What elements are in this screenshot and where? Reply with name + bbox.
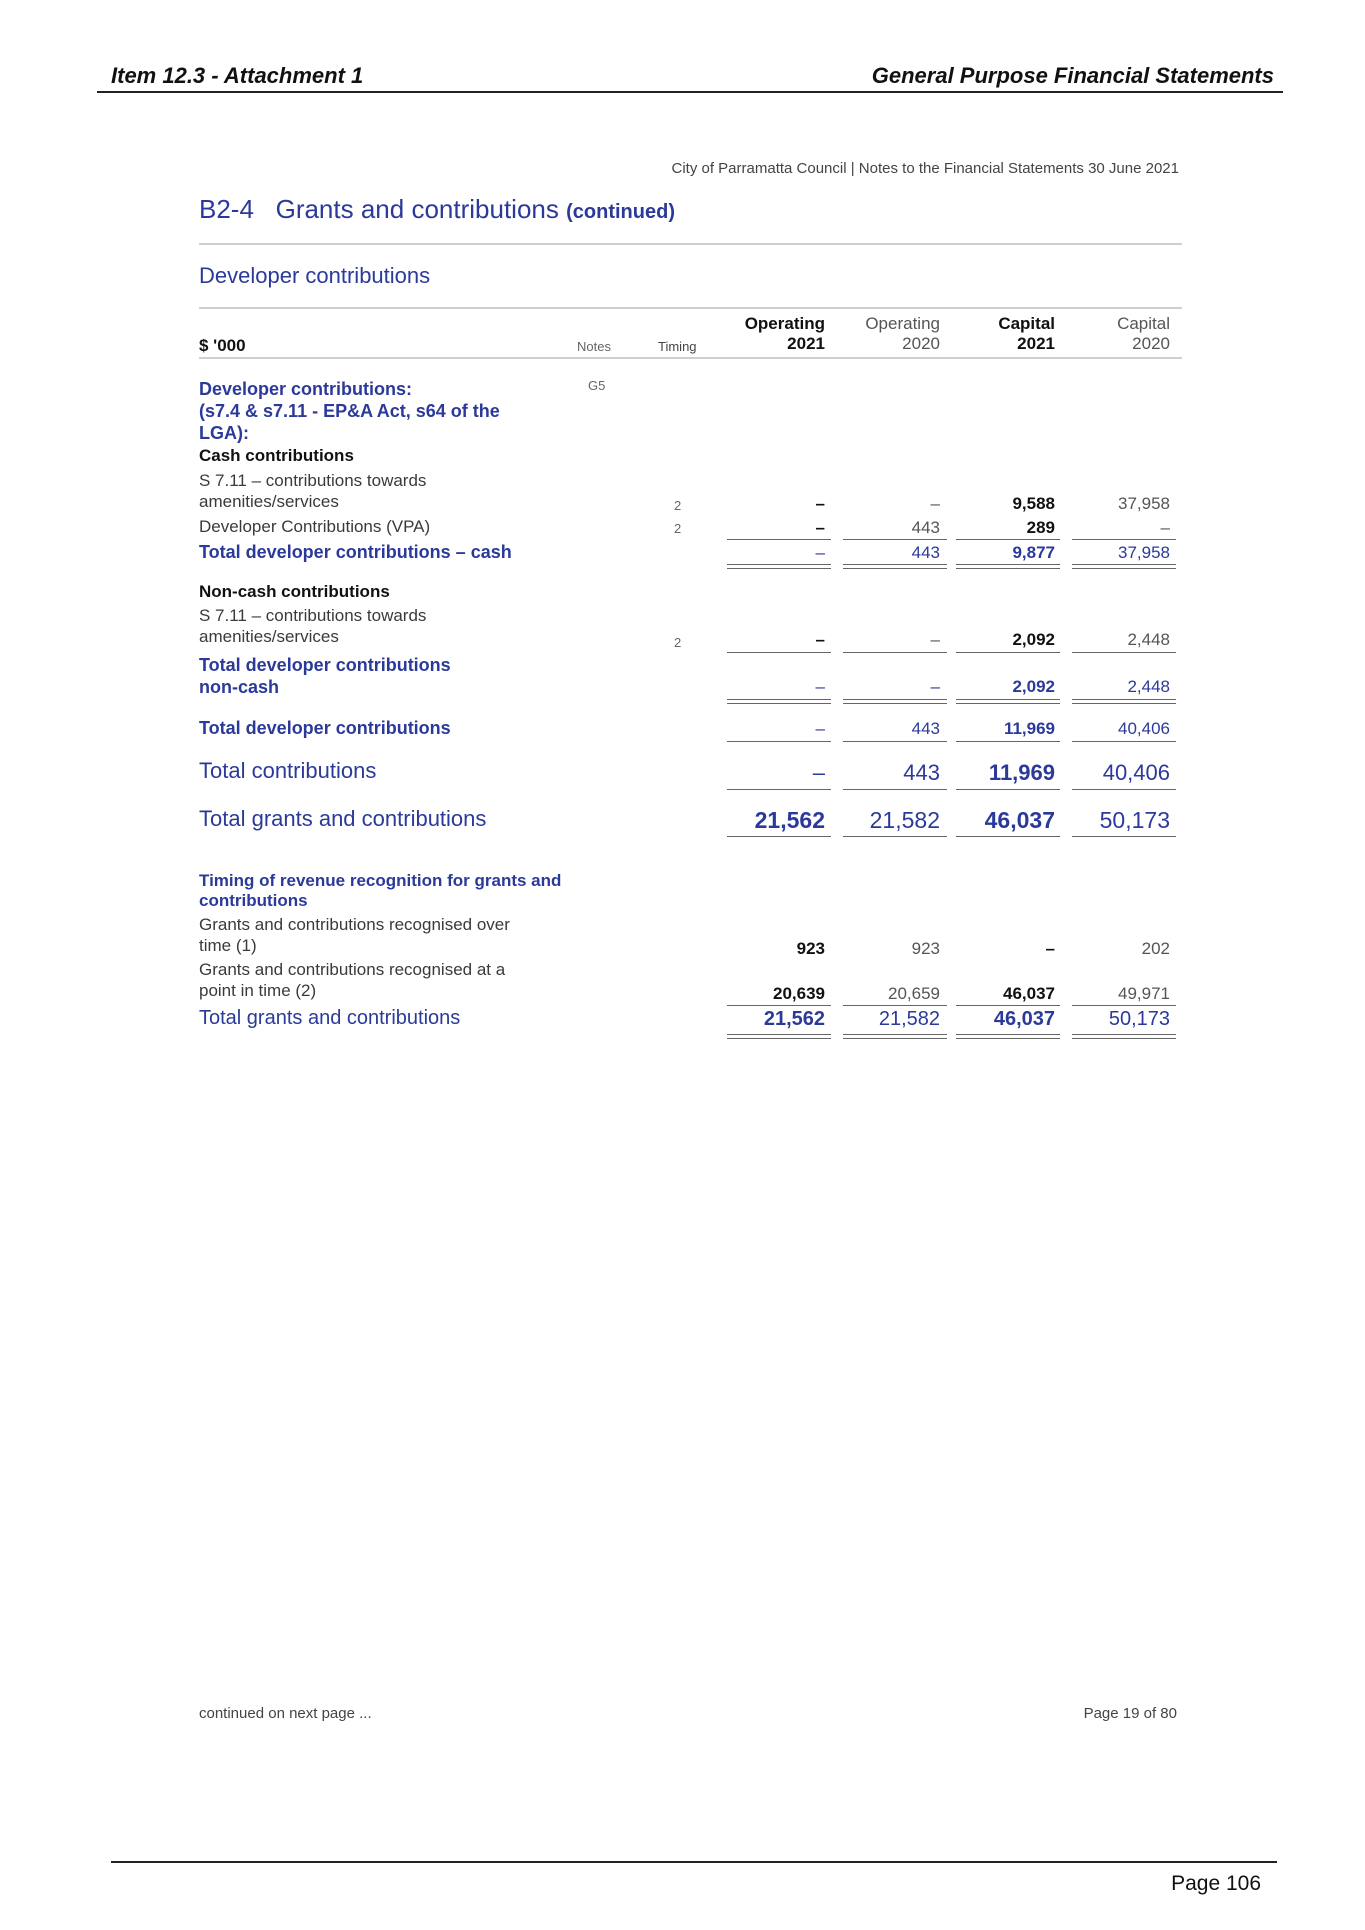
notes-header: Notes	[577, 339, 611, 354]
label-line2: amenities/services	[199, 627, 339, 646]
col-cap2021-line2: 2021	[1017, 334, 1055, 353]
underline	[727, 539, 831, 540]
double-underline	[1072, 1034, 1176, 1039]
total-grants-label: Total grants and contributions	[199, 806, 487, 831]
double-underline	[843, 699, 947, 704]
col-cap2020-line2: 2020	[1132, 334, 1170, 353]
footer-rule	[111, 1861, 1277, 1863]
document-type-label: General Purpose Financial Statements	[871, 63, 1274, 88]
section-rule	[199, 243, 1182, 245]
total-grants-cap2020: 50,173	[1099, 807, 1170, 833]
timing-header: Timing	[658, 339, 697, 354]
col-op2020-line2: 2020	[902, 334, 940, 353]
cash-heading: Cash contributions	[199, 446, 354, 465]
col-cap2020-line1: Capital	[1117, 314, 1170, 333]
noncash-heading: Non-cash contributions	[199, 582, 390, 601]
header-rule	[97, 91, 1283, 93]
dev-heading-note: G5	[588, 378, 606, 393]
underline	[1072, 1005, 1176, 1006]
total-contributions-cap2020: 40,406	[1102, 760, 1170, 785]
underline	[727, 836, 831, 837]
cash-total-label: Total developer contributions – cash	[199, 542, 512, 562]
double-underline	[956, 564, 1060, 569]
underline	[956, 539, 1060, 540]
underline	[843, 741, 947, 742]
double-underline	[727, 1034, 831, 1039]
col-cap2021-line1: Capital	[998, 314, 1055, 333]
underline	[843, 1005, 947, 1006]
noncash-total-label	[199, 654, 451, 698]
label-line2: point in time (2)	[199, 981, 317, 1000]
column-header-rule	[199, 357, 1182, 359]
cash-row-vpa-op2020: 443	[911, 518, 940, 537]
total-contributions-label: Total contributions	[199, 758, 377, 783]
label-line1: Total developer contributions	[199, 655, 451, 675]
cash-row-vpa-cap2020: –	[1160, 518, 1170, 537]
underline	[843, 836, 947, 837]
underline	[727, 741, 831, 742]
timing-total-op2021: 21,562	[763, 1008, 825, 1030]
total-contributions-op2020: 443	[903, 760, 940, 785]
underline	[956, 741, 1060, 742]
cash-total-cap2021: 9,877	[1012, 543, 1055, 562]
cash-total-op2021: –	[815, 543, 825, 562]
underline	[1072, 741, 1176, 742]
label-line2: time (1)	[199, 936, 257, 955]
label-line1: Timing of revenue recognition for grants and	[199, 871, 562, 890]
col-operating-2021-header	[725, 314, 825, 354]
underline	[843, 539, 947, 540]
timing-total-op2020: 21,582	[878, 1008, 940, 1030]
double-underline	[727, 564, 831, 569]
subsection-title: Developer contributions	[199, 263, 431, 288]
underline	[727, 1005, 831, 1006]
underline	[956, 1005, 1060, 1006]
noncash-total-cap2020: 2,448	[1127, 677, 1170, 696]
timing-over-cap2020: 202	[1141, 939, 1170, 958]
col-op2021-line1: Operating	[744, 314, 825, 333]
continued-note: continued on next page ...	[199, 1705, 372, 1722]
cash-row-s711-op2020: –	[930, 494, 940, 513]
subsection-rule	[199, 307, 1182, 309]
dev-heading-line3: LGA):	[199, 423, 249, 443]
col-operating-2020-header	[840, 314, 940, 354]
col-op2020-line1: Operating	[865, 314, 940, 333]
total-grants-op2021: 21,562	[754, 807, 825, 833]
underline	[956, 789, 1060, 790]
dev-heading-line1: Developer contributions:	[199, 379, 413, 399]
cash-row-vpa-op2021: –	[815, 518, 825, 537]
timing-over-op2020: 923	[911, 939, 940, 958]
total-dev-cap2020: 40,406	[1118, 719, 1170, 738]
unit-header: $ '000	[199, 336, 246, 355]
section-title	[199, 194, 675, 225]
cash-row-s711-label	[199, 470, 426, 512]
col-capital-2021-header	[955, 314, 1055, 354]
underline	[1072, 836, 1176, 837]
timing-over-cap2021: –	[1045, 939, 1055, 958]
underline	[1072, 652, 1176, 653]
noncash-total-op2021: –	[815, 677, 825, 696]
cash-total-op2020: 443	[911, 543, 940, 562]
label-line1: S 7.11 – contributions towards	[199, 606, 427, 625]
timing-point-cap2021: 46,037	[1003, 984, 1055, 1003]
attachment-label: Item 12.3 - Attachment 1	[111, 63, 364, 88]
double-underline	[843, 1034, 947, 1039]
cash-row-vpa-cap2021: 289	[1026, 518, 1055, 537]
double-underline	[843, 564, 947, 569]
timing-over-op2021: 923	[796, 939, 825, 958]
total-grants-op2020: 21,582	[869, 807, 940, 833]
underline	[727, 789, 831, 790]
label-line1: Grants and contributions recognised at a	[199, 960, 506, 979]
cash-row-s711-cap2020: 37,958	[1118, 494, 1170, 513]
double-underline	[956, 699, 1060, 704]
double-underline	[956, 1034, 1060, 1039]
noncash-row-s711-timing: 2	[674, 635, 682, 650]
underline	[956, 836, 1060, 837]
section-suffix: (continued)	[566, 201, 675, 223]
label-line1: S 7.11 – contributions towards	[199, 471, 427, 490]
label-line2: contributions	[199, 891, 308, 910]
dev-contributions-heading	[199, 378, 500, 444]
double-underline	[727, 699, 831, 704]
cash-row-s711-timing: 2	[674, 498, 682, 513]
noncash-row-s711-op2021: –	[815, 630, 825, 649]
label-line1: Grants and contributions recognised over	[199, 915, 510, 934]
total-contributions-op2021: –	[812, 760, 825, 785]
noncash-row-s711-op2020: –	[930, 630, 940, 649]
timing-total-label: Total grants and contributions	[199, 1007, 461, 1029]
total-dev-cap2021: 11,969	[1003, 719, 1055, 738]
timing-total-cap2021: 46,037	[993, 1008, 1055, 1030]
timing-heading	[199, 871, 561, 911]
noncash-row-s711-cap2021: 2,092	[1012, 630, 1055, 649]
underline	[1072, 789, 1176, 790]
noncash-row-s711-cap2020: 2,448	[1127, 630, 1170, 649]
cash-row-s711-op2021: –	[815, 494, 825, 513]
double-underline	[1072, 564, 1176, 569]
total-grants-cap2021: 46,037	[984, 807, 1055, 833]
underline	[1072, 539, 1176, 540]
page-number: Page 106	[1171, 1872, 1261, 1895]
timing-total-cap2020: 50,173	[1108, 1008, 1170, 1030]
timing-point-cap2020: 49,971	[1118, 984, 1170, 1003]
cash-row-vpa-label: Developer Contributions (VPA)	[199, 517, 431, 536]
total-contributions-cap2021: 11,969	[988, 760, 1055, 785]
underline	[843, 789, 947, 790]
timing-point-op2021: 20,639	[773, 984, 825, 1003]
cash-total-cap2020: 37,958	[1118, 543, 1170, 562]
col-capital-2020-header	[1070, 314, 1170, 354]
label-line2: non-cash	[199, 677, 280, 697]
underline	[843, 652, 947, 653]
timing-over-label	[199, 914, 510, 956]
noncash-total-cap2021: 2,092	[1012, 677, 1055, 696]
page-of-total: Page 19 of 80	[1083, 1705, 1177, 1722]
document-subtitle: City of Parramatta Council | Notes to the Financial Statements 30 June 2021	[671, 160, 1179, 177]
timing-point-op2020: 20,659	[888, 984, 940, 1003]
dev-heading-line2: (s7.4 & s7.11 - EP&A Act, s64 of the	[199, 401, 500, 421]
col-op2021-line2: 2021	[787, 334, 825, 353]
timing-point-label	[199, 959, 505, 1001]
underline	[956, 652, 1060, 653]
section-number: B2-4	[199, 194, 254, 224]
total-dev-op2021: –	[815, 719, 825, 738]
noncash-row-s711-label	[199, 605, 426, 647]
underline	[727, 652, 831, 653]
total-dev-op2020: 443	[911, 719, 940, 738]
noncash-total-op2020: –	[930, 677, 940, 696]
double-underline	[1072, 699, 1176, 704]
total-dev-label: Total developer contributions	[199, 718, 451, 738]
cash-row-vpa-timing: 2	[674, 521, 682, 536]
section-name: Grants and contributions	[275, 194, 559, 224]
cash-row-s711-cap2021: 9,588	[1012, 494, 1055, 513]
label-line2: amenities/services	[199, 492, 339, 511]
